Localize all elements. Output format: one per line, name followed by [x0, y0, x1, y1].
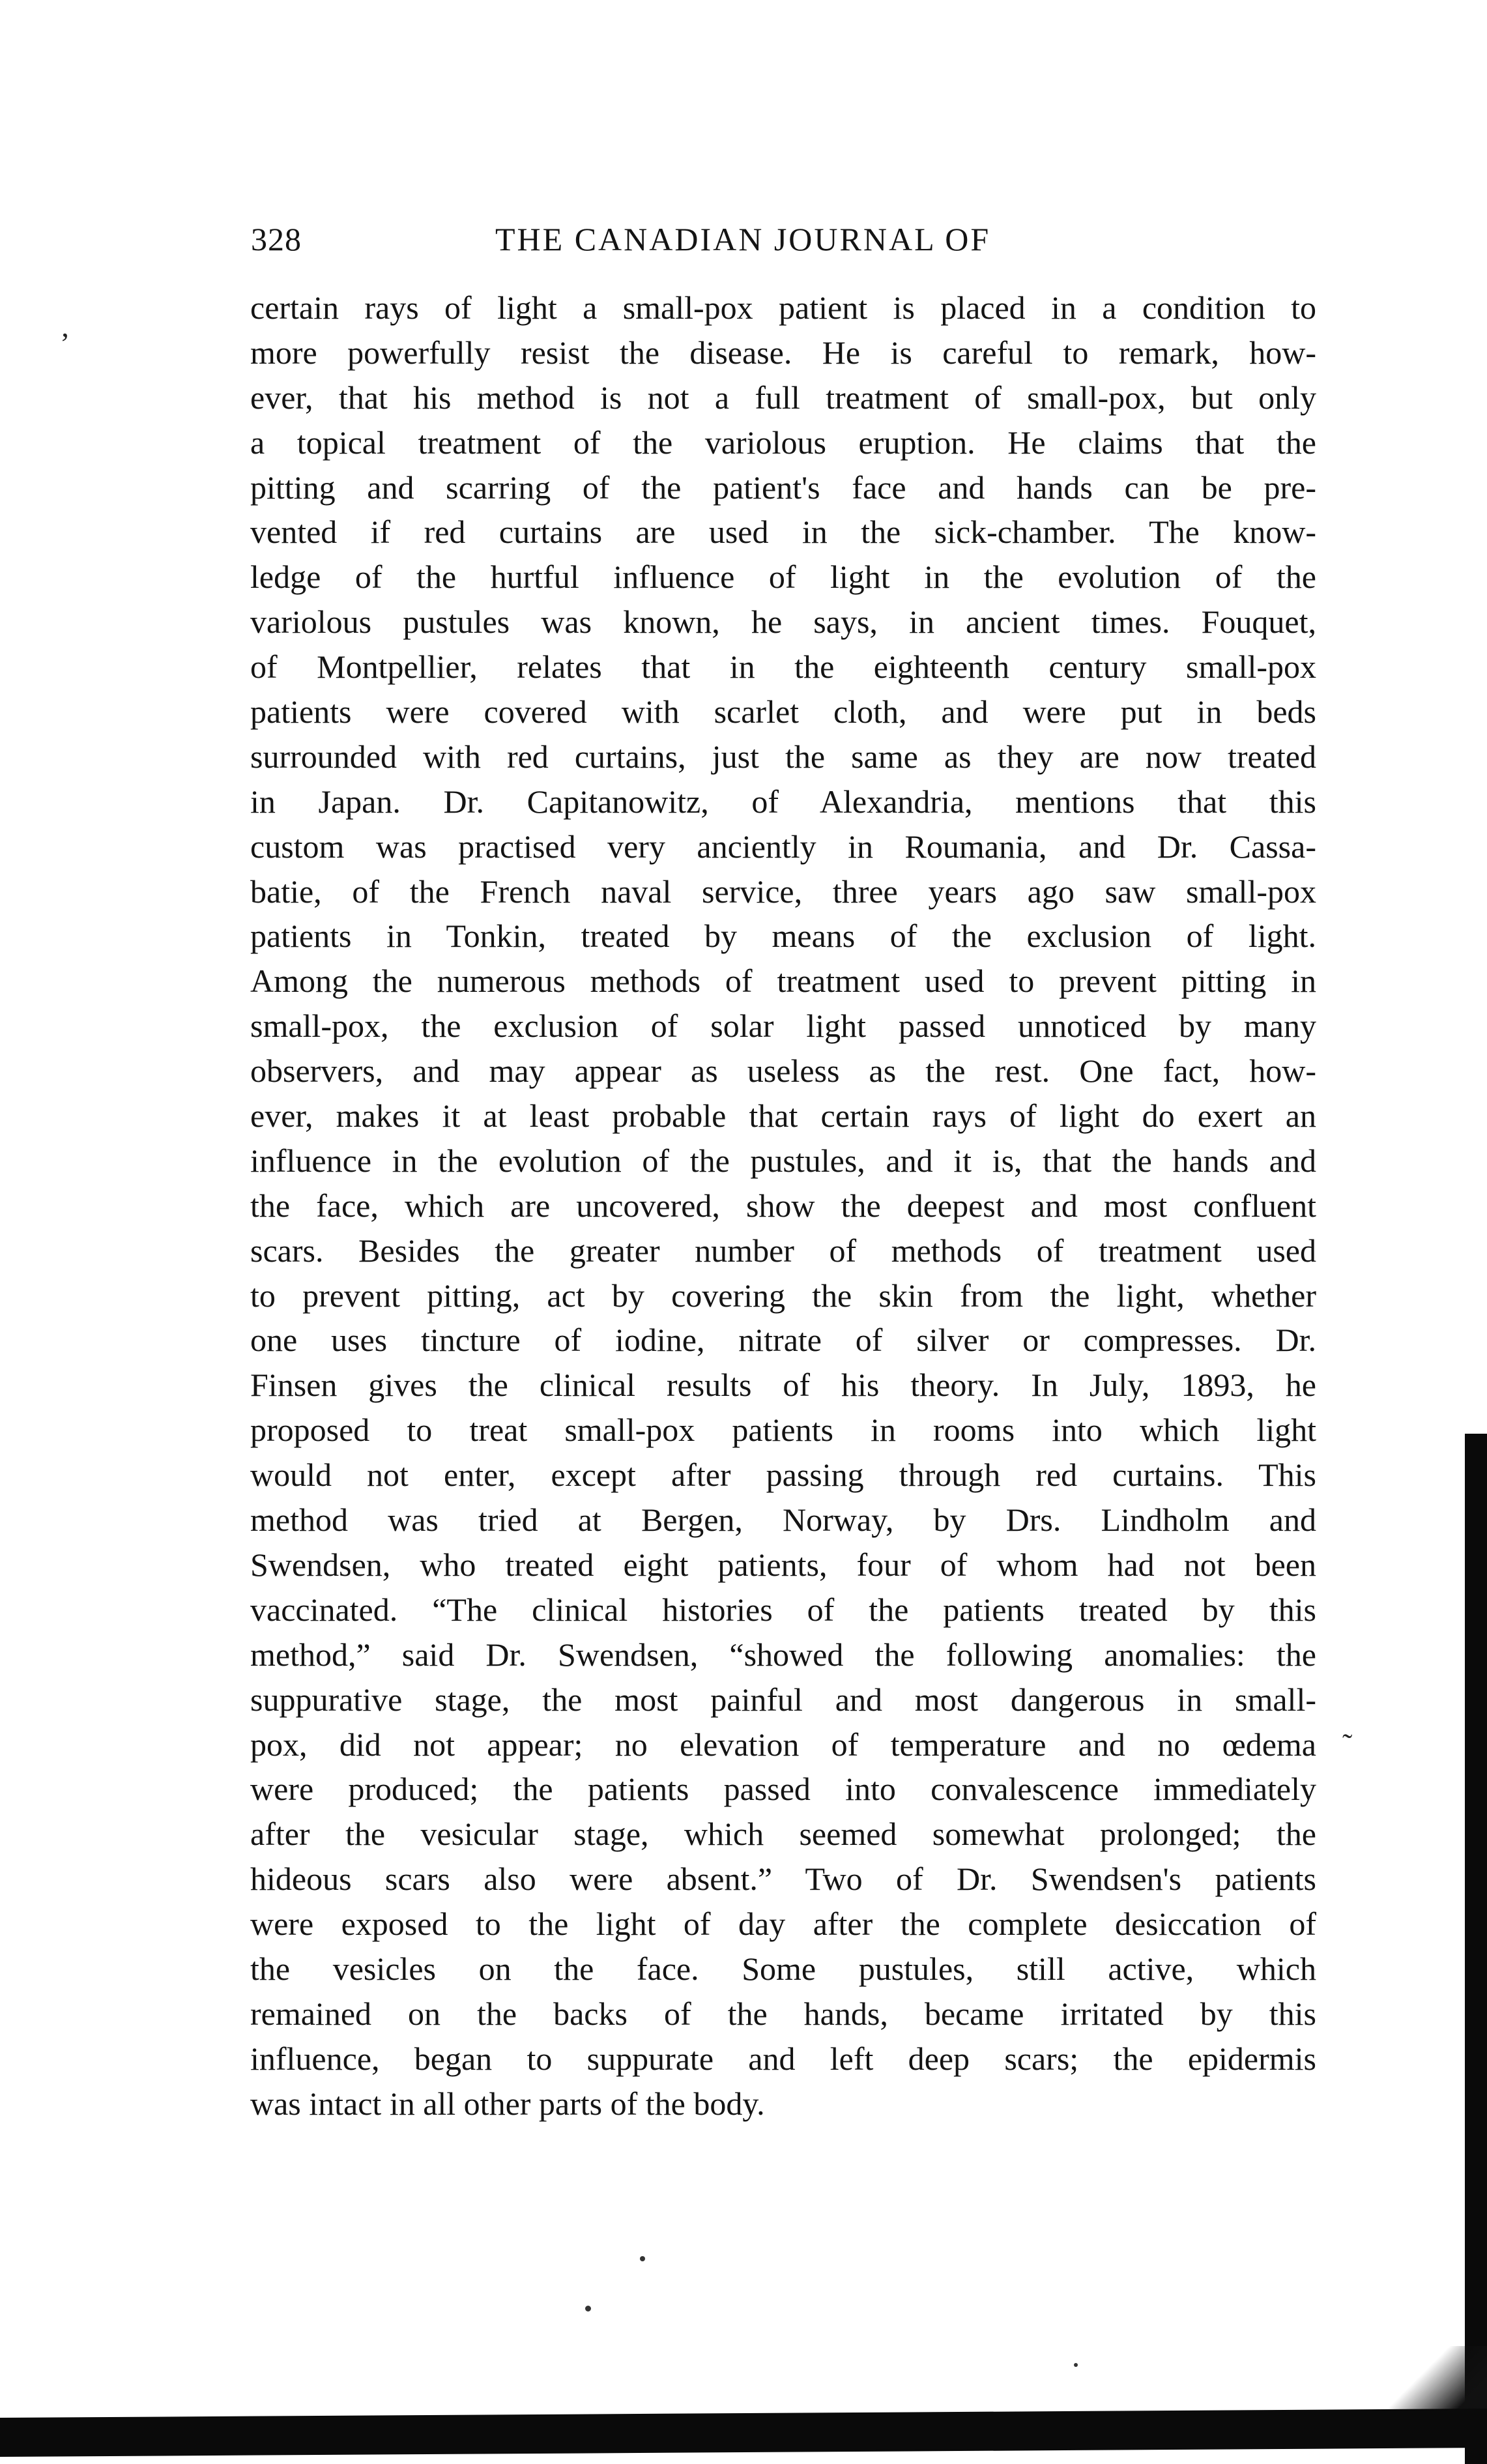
text-line: Among the numerous methods of treatment used to prevent pitting in — [250, 963, 1316, 1000]
text-line: influence, began to suppurate and left deep scars; the epidermis — [250, 2040, 1316, 2077]
text-line: suppurative stage, the most painful and most dangerous in small- — [250, 1681, 1316, 1718]
ink-speck — [585, 2306, 591, 2312]
text-line: to prevent pitting, act by covering the skin from the light, whether — [250, 1277, 1316, 1314]
page-edge-shadow-right — [1465, 1434, 1487, 2464]
text-line: were produced; the patients passed into convalescence immediately — [250, 1771, 1316, 1808]
text-line: Swendsen, who treated eight patients, four of whom had not been — [250, 1546, 1316, 1583]
text-line: batie, of the French naval service, three years ago saw small-pox — [250, 873, 1316, 910]
page-edge-shadow-bottom — [0, 2409, 1487, 2457]
text-line: in Japan. Dr. Capitanowitz, of Alexandria, mentions that this — [250, 783, 1316, 820]
text-line: hideous scars also were absent.” Two of Dr. Swendsen's patients — [250, 1861, 1316, 1898]
text-line: pitting and scarring of the patient's face and hands can be pre- — [250, 469, 1316, 506]
text-line: would not enter, except after passing through red curtains. This — [250, 1457, 1316, 1494]
margin-tilde-mark: ˜ — [1342, 1728, 1353, 1761]
text-line: ever, makes it at least probable that certain rays of light do exert an — [250, 1097, 1316, 1135]
text-line: remained on the backs of the hands, became irritated by this — [250, 1995, 1316, 2032]
running-head — [251, 216, 1320, 262]
text-line: method,” said Dr. Swendsen, “showed the following anomalies: the — [250, 1636, 1316, 1673]
text-line: ever, that his method is not a full treatment of small-pox, but only — [250, 379, 1316, 416]
body-text — [250, 285, 1316, 2126]
page-number: 328 — [251, 221, 302, 257]
margin-tick-mark: ’ — [60, 326, 70, 360]
journal-title: THE CANADIAN JOURNAL OF — [495, 221, 991, 257]
text-line: was intact in all other parts of the body. — [250, 2085, 765, 2122]
text-line: proposed to treat small-pox patients in rooms into which light — [250, 1412, 1316, 1449]
ink-speck — [1074, 2363, 1078, 2367]
text-line: of Montpellier, relates that in the eighteenth century small-pox — [250, 648, 1316, 686]
text-line: influence in the evolution of the pustules, and it is, that the hands and — [250, 1142, 1316, 1179]
text-line: the vesicles on the face. Some pustules, still active, which — [250, 1950, 1316, 1987]
text-line: more powerfully resist the disease. He is careful to remark, how- — [250, 334, 1316, 371]
text-line: pox, did not appear; no elevation of temperature and no œdema — [250, 1726, 1316, 1763]
text-line: ledge of the hurtful influence of light in the evolution of the — [250, 558, 1316, 596]
text-line: custom was practised very anciently in Roumania, and Dr. Cassa- — [250, 828, 1316, 865]
text-line: vented if red curtains are used in the sick-chamber. The know- — [250, 514, 1316, 551]
text-line: vaccinated. “The clinical histories of the patients treated by this — [250, 1591, 1316, 1628]
text-line: one uses tincture of iodine, nitrate of silver or compresses. Dr. — [250, 1322, 1316, 1359]
ink-speck — [640, 2256, 645, 2261]
text-line: after the vesicular stage, which seemed somewhat prolonged; the — [250, 1816, 1316, 1853]
text-line: a topical treatment of the variolous eruption. He claims that the — [250, 424, 1316, 461]
text-line: patients in Tonkin, treated by means of the exclusion of light. — [250, 918, 1316, 955]
text-line: Finsen gives the clinical results of his theory. In July, 1893, he — [250, 1367, 1316, 1404]
text-line: method was tried at Bergen, Norway, by Drs. Lindholm and — [250, 1501, 1316, 1539]
text-line: patients were covered with scarlet cloth, and were put in beds — [250, 693, 1316, 731]
text-line: scars. Besides the greater number of methods of treatment used — [250, 1232, 1316, 1269]
text-line: variolous pustules was known, he says, in ancient times. Fouquet, — [250, 603, 1316, 641]
text-line: surrounded with red curtains, just the same as they are now treated — [250, 738, 1316, 775]
text-line: observers, and may appear as useless as the rest. One fact, how- — [250, 1052, 1316, 1090]
text-line: the face, which are uncovered, show the deepest and most confluent — [250, 1187, 1316, 1224]
text-line: were exposed to the light of day after the complete desiccation of — [250, 1906, 1316, 1943]
text-line: certain rays of light a small-pox patient is placed in a condition to — [250, 289, 1316, 326]
text-line: small-pox, the exclusion of solar light passed unnoticed by many — [250, 1007, 1316, 1045]
